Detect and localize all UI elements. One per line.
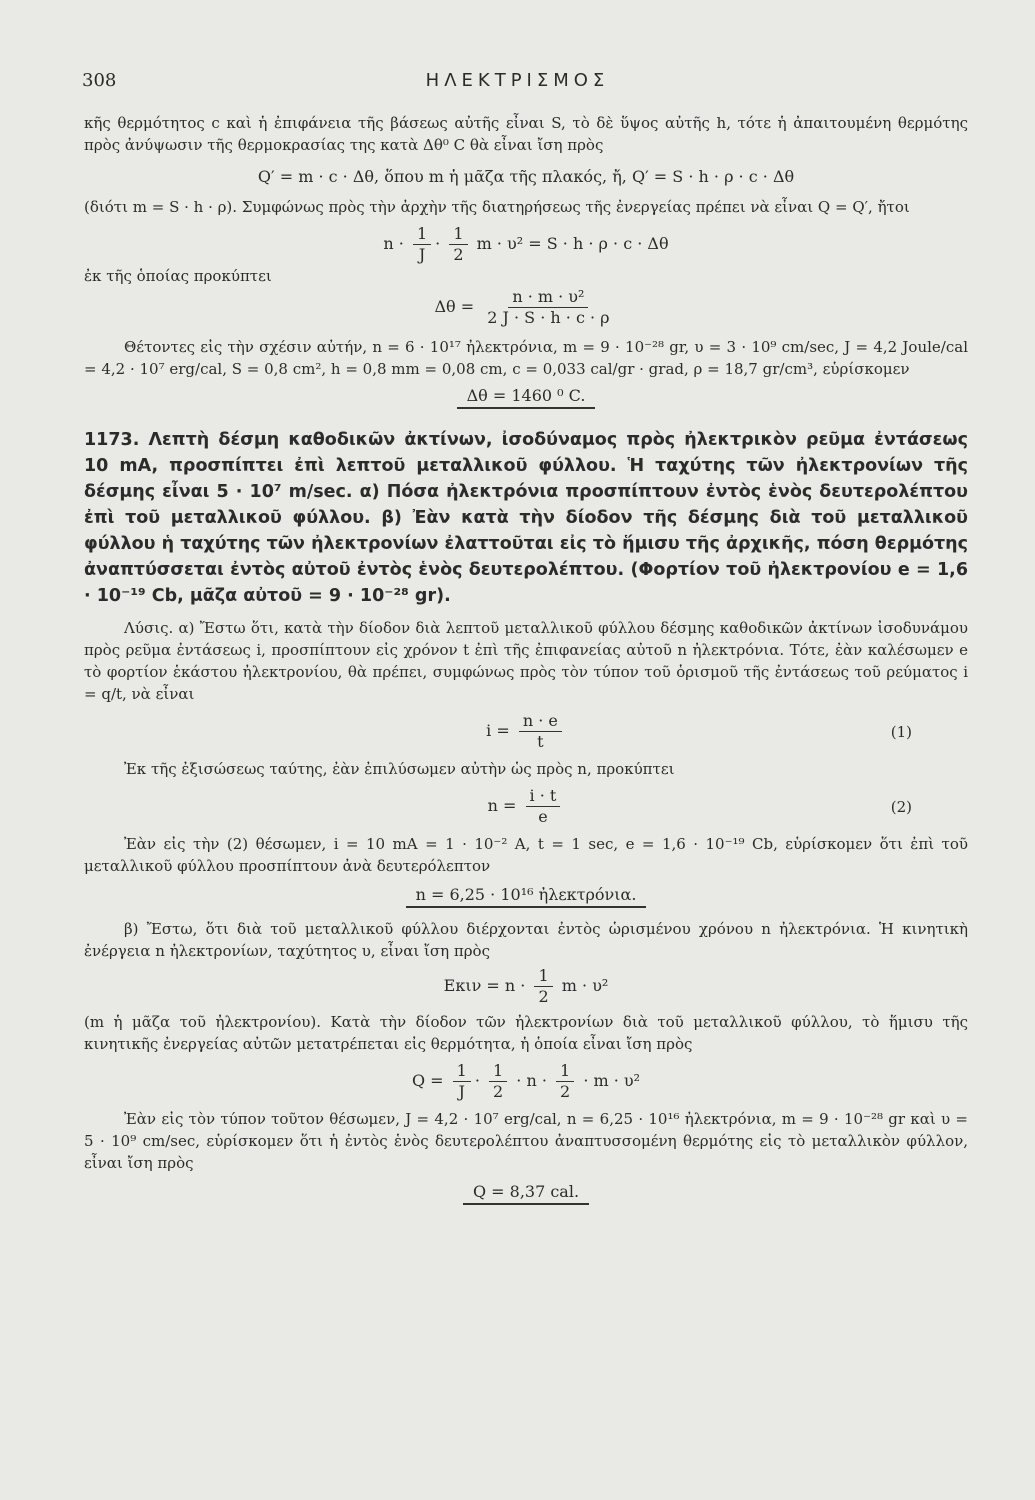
solution-solve-for-n: Ἐκ τῆς ἐξισώσεως ταύτης, ἐὰν ἐπιλύσωμεν αὐτὴν ὡς πρὸς n, προκύπτει — [124, 760, 675, 778]
equation-1 — [84, 711, 968, 752]
frac-den: 2 — [538, 987, 549, 1006]
equation-energy-balance: n · $\frac{1}{J}$ · $\frac{1}{2}$ m · υ² = S · h · ρ · c · Δθ — [383, 224, 669, 264]
equation-label-2: (2) — [890, 797, 912, 816]
page-header — [0, 70, 1035, 96]
paragraph-energy-conservation: (διότι m = S · h · ρ). Συμφώνως πρὸς τὴν ἀρχὴν τῆς διατηρήσεως τῆς ἐνεργείας πρέπει νὰ εἶναι Q = Q′, ἤτοι — [84, 198, 910, 216]
frac-num: 1 — [534, 966, 552, 987]
frac-num: 1 — [449, 224, 467, 245]
fraction-ne-over-t — [519, 711, 562, 752]
page-number: 308 — [82, 70, 117, 91]
eq3-lhs: Δθ = — [434, 297, 475, 316]
eq-n-lhs: n = — [487, 796, 517, 815]
result-delta-theta: Δθ = 1460 ⁰ C. — [457, 384, 596, 409]
frac-den: 2 J · S · h · c · ρ — [487, 308, 610, 327]
fraction-1-over-2 — [489, 1061, 507, 1102]
eq2-lhs: n · — [383, 234, 404, 253]
frac-num: 1 — [489, 1061, 507, 1082]
eq2-rhs: m · υ² = S · h · ρ · c · Δθ — [476, 234, 669, 253]
frac-num: 1 — [413, 224, 431, 245]
paragraph-from-which: ἐκ τῆς ὁποίας προκύπτει — [84, 267, 272, 285]
result-Q-wrap — [84, 1180, 968, 1205]
fraction-it-over-e — [526, 786, 561, 827]
frac-num: n · m · υ² — [508, 287, 588, 308]
eq-E-rhs: m · υ² — [561, 976, 609, 995]
fraction-1-over-J — [413, 224, 431, 265]
running-title: ΗΛΕΚΤΡΙΣΜΟΣ — [425, 70, 610, 91]
frac-num: i · t — [526, 786, 561, 807]
equation-heat: Q′ = m · c · Δθ, ὅπου m ἡ μᾶζα τῆς πλακός, ἤ, Q′ = S · h · ρ · c · Δθ — [257, 167, 795, 186]
frac-den: t — [537, 732, 544, 751]
eq-E-lhs: Eκιν = n · — [443, 976, 526, 995]
frac-den: e — [538, 807, 548, 826]
equation-2 — [84, 786, 968, 827]
solution-substitution-a: Ἐὰν εἰς τὴν (2) θέσωμεν, i = 10 mA = 1 · 10⁻² A, t = 1 sec, e = 1,6 · 10⁻¹⁹ Cb, εὑρίσκομεν ὅτι ἐπὶ τοῦ μεταλλικοῦ φύλλου προσπίπτουν ἀνὰ δευτερόλεπτον — [84, 835, 968, 875]
solution-half-energy: (m ἡ μᾶζα τοῦ ἠλεκτρονίου). Κατὰ τὴν δίοδον τῶν ἠλεκτρονίων διὰ τοῦ μεταλλικοῦ φύλλου, τὸ ἥμισυ τῆς κινητικῆς ἐνεργείας αὐτῶν μετατρέπεται εἰς θερμότητα, ἡ ὁποία εἶναι ἴση πρὸς — [84, 1013, 968, 1053]
fraction-1-over-2 — [556, 1061, 574, 1102]
solution-substitution-b: Ἐὰν εἰς τὸν τύπον τοῦτον θέσωμεν, J = 4,2 · 10⁷ erg/cal, n = 6,25 · 10¹⁶ ἠλεκτρόνια, m = 9 · 10⁻²⁸ gr καὶ υ = 5 · 10⁹ cm/sec, εὑρίσκομεν ὅτι ἡ ἐντὸς ἑνὸς δευτερολέπτου ἀναπτυσσομένη θερμότης εἰς τὸ μεταλλικὸν φύλλον, εἶναι ἴση πρὸς — [84, 1110, 968, 1172]
equation-heat-Q: Q = $\frac{1}{J}$ · $\frac{1}{2}$ · n · $\frac{1}{2}$ · m · υ² — [411, 1061, 641, 1101]
paragraph-continued: κῆς θερμότητος c καὶ ἡ ἐπιφάνεια τῆς βάσεως αὐτῆς εἶναι S, τὸ δὲ ὕψος αὐτῆς h, τότε ἡ ἀπαιτουμένη θερμότης πρὸς ἀνύψωσιν τῆς θερμοκρασίας της κατὰ Δθ⁰ C θὰ εἶναι ἴση πρὸς — [84, 114, 968, 154]
frac-num: n · e — [519, 711, 562, 732]
eq-Q-rhs: · m · υ² — [583, 1071, 641, 1090]
result-Q: Q = 8,37 cal. — [463, 1180, 589, 1205]
frac-den: J — [418, 245, 426, 264]
page-content — [84, 112, 968, 1205]
equation-kinetic-energy — [84, 966, 968, 1007]
equation-delta-theta — [84, 287, 968, 328]
fraction-delta-theta — [483, 287, 613, 328]
result-n-wrap — [84, 883, 968, 908]
fraction-1-over-2 — [534, 966, 552, 1007]
result-n: n = 6,25 · 10¹⁶ ἠλεκτρόνια. — [406, 883, 647, 908]
solution-part-a: Λύσις. α) Ἔστω ὅτι, κατὰ τὴν δίοδον διὰ λεπτοῦ μεταλλικοῦ φύλλου δέσμης καθοδικῶν ἀκτίνων ἰσοδυνάμου πρὸς ρεῦμα ἐντάσεως i, προσπίπτουν εἰς χρόνον t ἐπὶ τῆς ἐπιφανείας αὐτοῦ n ἠλεκτρόνια. Τότε, ἐὰν καλέσωμεν e τὸ φορτίον ἑκάστου ἠλεκτρονίου, θὰ πρέπει, συμφώνως πρὸς τὸν τύπον τοῦ ὁρισμοῦ τῆς ἐντάσεως τοῦ ρεύματος i = q/t, νὰ εἶναι — [84, 619, 968, 703]
problem-1173: 1173. Λεπτὴ δέσμη καθοδικῶν ἀκτίνων, ἰσοδύναμος πρὸς ἠλεκτρικὸν ρεῦμα ἐντάσεως 10 mA, προσπίπτει ἐπὶ λεπτοῦ μεταλλικοῦ φύλλου. Ἡ ταχύτης τῶν ἠλεκτρονίων τῆς δέσμης εἶναι 5 · 10⁷ m/sec. α) Πόσα ἠλεκτρόνια προσπίπτουν ἐντὸς ἑνὸς δευτερολέπτου ἐπὶ τοῦ μεταλλικοῦ φύλλου. β) Ἐὰν κατὰ τὴν δίοδον τῆς δέσμης διὰ τοῦ μεταλλικοῦ φύλλου ἡ ταχύτης τῶν ἠλεκτρονίων ἐλαττοῦται εἰς τὸ ἥμισυ τῆς ἀρχικῆς, πόση θερμότης ἀναπτύσσεται ἐντὸς αὐτοῦ ἐντὸς ἑνὸς δευτερολέπτου. (Φορτίον τοῦ ἠλεκτρονίου e = 1,6 · 10⁻¹⁹ Cb, μᾶζα αὐτοῦ = 9 · 10⁻²⁸ gr). — [84, 430, 968, 606]
eq-Q-lhs: Q = — [411, 1071, 444, 1090]
frac-den: 2 — [560, 1082, 571, 1101]
frac-den: 2 — [453, 245, 464, 264]
paragraph-substitution: Θέτοντες εἰς τὴν σχέσιν αὐτήν, n = 6 · 10¹⁷ ἠλεκτρόνια, m = 9 · 10⁻²⁸ gr, υ = 3 · 10⁹ cm/sec, J = 4,2 Joule/cal = 4,2 · 10⁷ erg/cal, S = 0,8 cm², h = 0,8 mm = 0,08 cm, c = 0,033 cal/gr · grad, ρ = 18,7 gr/cm³, εὑρίσκομεν — [84, 338, 968, 378]
fraction-1-over-J — [453, 1061, 471, 1102]
result-delta-theta-wrap — [84, 384, 968, 409]
solution-part-b: β) Ἔστω, ὅτι διὰ τοῦ μεταλλικοῦ φύλλου διέρχονται ἐντὸς ὡρισμένου χρόνου n ἠλεκτρόνια. Ἡ κινητικὴ ἐνέργεια n ἠλεκτρονίων, ταχύτητος υ, εἶναι ἴση πρὸς — [84, 920, 968, 960]
fraction-1-over-2 — [449, 224, 467, 265]
eq-Q-mid: · n · — [516, 1071, 547, 1090]
frac-num: 1 — [556, 1061, 574, 1082]
eq-i-lhs: i = — [486, 721, 510, 740]
frac-den: 2 — [493, 1082, 504, 1101]
frac-num: 1 — [453, 1061, 471, 1082]
equation-label-1: (1) — [890, 722, 912, 741]
frac-den: J — [458, 1082, 465, 1101]
